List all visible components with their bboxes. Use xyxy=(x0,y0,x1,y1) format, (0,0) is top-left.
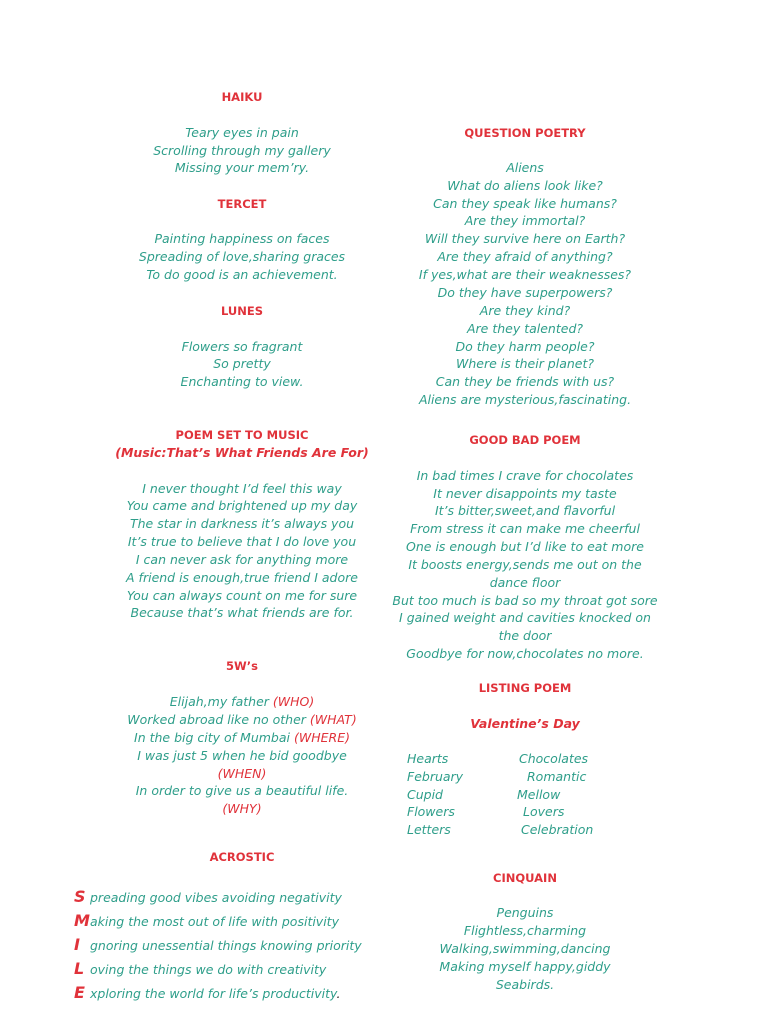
goodbad-line: dance floor xyxy=(489,575,561,590)
music-line: You can always count on me for sure xyxy=(126,588,358,603)
listing-item: Romantic xyxy=(527,769,587,784)
goodbad-line: From stress it can make me cheerful xyxy=(410,521,640,536)
listing-subheading: Valentine’s Day xyxy=(470,716,580,731)
fivew-line xyxy=(92,800,392,818)
acrostic-line xyxy=(74,886,342,909)
listing-item: Flowers xyxy=(407,804,455,819)
haiku-line: Missing your mem’ry. xyxy=(174,160,310,175)
fivew-text: Elijah,my father xyxy=(169,694,273,709)
goodbad-line: It’s bitter,sweet,and flavorful xyxy=(434,503,616,518)
question-line: Do they harm people? xyxy=(455,339,595,354)
goodbad-line: But too much is bad so my throat got sore xyxy=(392,593,658,608)
goodbad-heading: GOOD BAD POEM xyxy=(469,433,581,447)
cinquain-line: Seabirds. xyxy=(495,977,555,992)
fivew-text: Worked abroad like no other xyxy=(127,712,310,727)
question-line: Can they speak like humans? xyxy=(433,196,617,211)
lunes-line: Flowers so fragrant xyxy=(181,339,303,354)
lunes-heading: LUNES xyxy=(220,304,264,318)
tercet-line: Spreading of love,sharing graces xyxy=(138,249,346,264)
fivew-heading: 5W’s xyxy=(226,659,258,673)
acrostic-letter: L xyxy=(74,959,85,978)
listing-item: Letters xyxy=(407,822,451,837)
music-line: The star in darkness it’s always you xyxy=(129,516,355,531)
goodbad-line: It never disappoints my taste xyxy=(433,486,617,501)
listing-heading: LISTING POEM xyxy=(478,681,572,695)
acrostic-letter: E xyxy=(74,983,85,1002)
acrostic-heading: ACROSTIC xyxy=(209,850,275,864)
goodbad-line: I gained weight and cavities knocked on xyxy=(399,610,651,625)
fivew-line xyxy=(92,782,392,800)
music-heading: POEM SET TO MUSIC xyxy=(175,428,309,442)
listing-item: Hearts xyxy=(407,751,449,766)
acrostic-text: oving the things we do with creativity xyxy=(90,962,327,977)
question-line: Where is their planet? xyxy=(455,356,595,371)
acrostic-letter: M xyxy=(74,911,90,930)
acrostic-text: xploring the world for life’s productivity xyxy=(90,986,337,1001)
fivew-line xyxy=(92,765,392,783)
goodbad-line: It boosts energy,sends me out on the xyxy=(408,557,642,572)
tercet-heading: TERCET xyxy=(217,197,267,211)
fivew-tag: (WHAT) xyxy=(309,712,357,727)
haiku-line: Teary eyes in pain xyxy=(185,125,299,140)
music-line: I never thought I’d feel this way xyxy=(142,481,342,496)
question-line: Can they be friends with us? xyxy=(435,374,615,389)
cinquain-heading: CINQUAIN xyxy=(493,871,557,885)
fivew-text: In the big city of Mumbai xyxy=(134,730,294,745)
question-line: Are they talented? xyxy=(466,321,584,336)
acrostic-line xyxy=(74,934,362,957)
tercet-line: Painting happiness on faces xyxy=(154,231,330,246)
goodbad-line: One is enough but I’d like to eat more xyxy=(406,539,644,554)
fivew-text: In order to give us a beautiful life. xyxy=(135,783,349,798)
fivew-tag: (WHO) xyxy=(272,694,315,709)
music-line: I can never ask for anything more xyxy=(135,552,349,567)
listing-item: February xyxy=(407,769,464,784)
music-line: You came and brightened up my day xyxy=(126,498,358,513)
cinquain-line: Making myself happy,giddy xyxy=(439,959,611,974)
fivew-tag: (WHERE) xyxy=(293,730,350,745)
goodbad-line: In bad times I crave for chocolates xyxy=(416,468,634,483)
fivew-text: I was just 5 when he bid goodbye xyxy=(137,748,347,763)
listing-item: Cupid xyxy=(407,787,443,802)
lunes-line: So pretty xyxy=(213,356,271,371)
goodbad-line: Goodbye for now,chocolates no more. xyxy=(406,646,644,661)
cinquain-line: Penguins xyxy=(496,905,554,920)
listing-item: Mellow xyxy=(517,787,561,802)
cinquain-line: Walking,swimming,dancing xyxy=(439,941,611,956)
lunes-line: Enchanting to view. xyxy=(180,374,304,389)
music-line: Because that’s what friends are for. xyxy=(130,605,354,620)
haiku-line: Scrolling through my gallery xyxy=(153,143,331,158)
acrostic-letter: I xyxy=(74,935,80,954)
music-subheading: (Music:That’s What Friends Are For) xyxy=(115,445,369,460)
question-line: What do aliens look like? xyxy=(447,178,603,193)
question-line: Are they kind? xyxy=(479,303,571,318)
acrostic-line xyxy=(74,910,339,933)
fivew-line xyxy=(92,729,392,747)
acrostic-text: aking the most out of life with positivity xyxy=(90,914,339,929)
acrostic-final-period: . xyxy=(336,986,341,1001)
question-line: Aliens xyxy=(506,160,544,175)
acrostic-letter: S xyxy=(74,887,86,906)
listing-item: Celebration xyxy=(521,822,594,837)
question-line: Are they afraid of anything? xyxy=(437,249,613,264)
tercet-line: To do good is an achievement. xyxy=(146,267,338,282)
cinquain-line: Flightless,charming xyxy=(463,923,587,938)
fivew-tag: (WHY) xyxy=(222,801,262,816)
fivew-line xyxy=(92,711,392,729)
haiku-heading: HAIKU xyxy=(221,90,263,104)
question-line: If yes,what are their weaknesses? xyxy=(418,267,632,282)
music-line: It’s true to believe that I do love you xyxy=(127,534,357,549)
fivew-line xyxy=(92,693,392,711)
question-line: Aliens are mysterious,fascinating. xyxy=(418,392,632,407)
question-line: Are they immortal? xyxy=(464,213,586,228)
acrostic-text: preading good vibes avoiding negativity xyxy=(90,890,342,905)
question-heading: QUESTION POETRY xyxy=(464,126,586,140)
listing-item: Chocolates xyxy=(519,751,589,766)
fivew-tag: (WHEN) xyxy=(217,766,267,781)
music-line: A friend is enough,true friend I adore xyxy=(126,570,358,585)
question-line: Will they survive here on Earth? xyxy=(424,231,626,246)
acrostic-line xyxy=(74,958,326,981)
question-line: Do they have superpowers? xyxy=(437,285,613,300)
fivew-line xyxy=(92,747,392,765)
listing-item: Lovers xyxy=(523,804,565,819)
acrostic-text: gnoring unessential things knowing priority xyxy=(90,938,362,953)
acrostic-line xyxy=(74,982,340,1005)
goodbad-line: the door xyxy=(498,628,552,643)
